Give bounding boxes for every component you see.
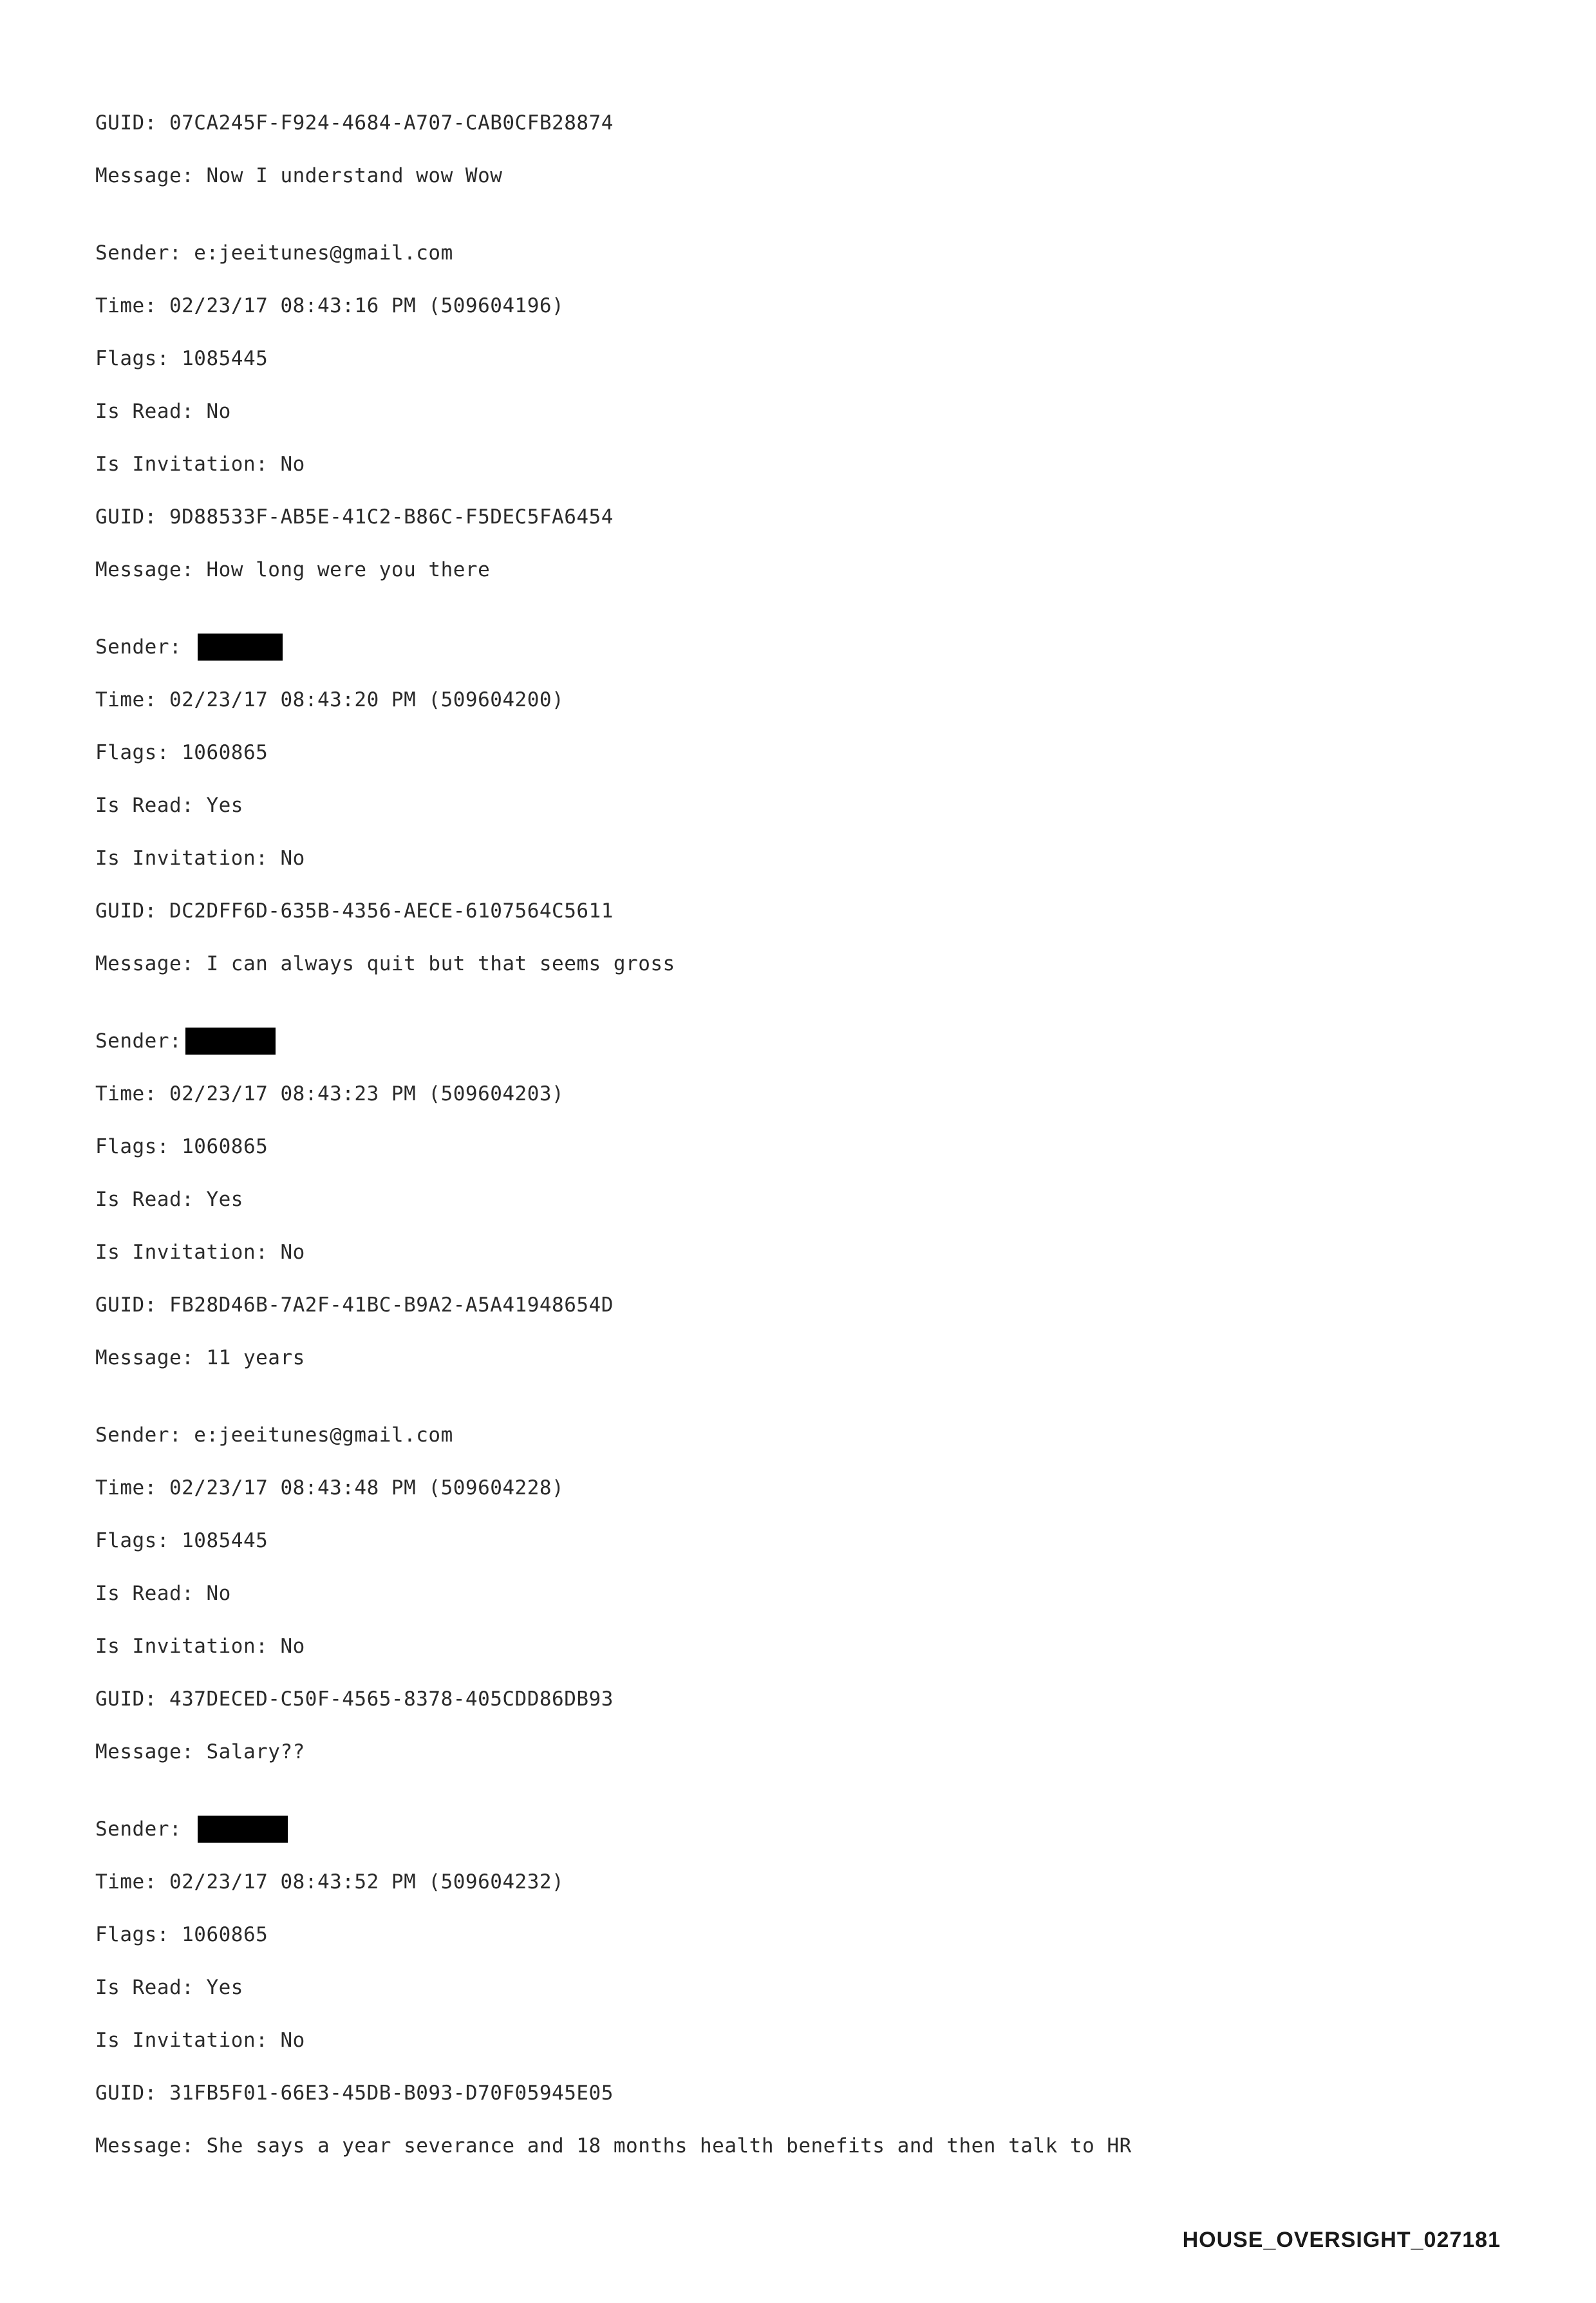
redaction-bar [198, 1816, 288, 1843]
metadata-line: GUID: 9D88533F-AB5E-41C2-B86C-F5DEC5FA6454 [95, 505, 614, 529]
metadata-line: Is Read: Yes [95, 1976, 243, 1999]
sender-line [95, 621, 1512, 673]
message-block [95, 97, 1512, 202]
metadata-line: Time: 02/23/17 08:43:23 PM (509604203) [95, 1082, 565, 1105]
bates-stamp: HOUSE_OVERSIGHT_027181 [1182, 2228, 1501, 2252]
sender-label: Sender: [95, 1029, 182, 1053]
sender-line [95, 1015, 1512, 1067]
message-block [95, 1803, 1512, 2172]
metadata-line: Flags: 1085445 [95, 1529, 268, 1552]
sender-label: Sender: e:jeeitunes@gmail.com [95, 1424, 453, 1447]
metadata-line: Flags: 1060865 [95, 1135, 268, 1158]
sender-line [95, 1409, 1512, 1462]
metadata-line: Is Read: Yes [95, 1188, 243, 1211]
metadata-line: GUID: 07CA245F-F924-4684-A707-CAB0CFB28874 [95, 111, 614, 135]
metadata-line: Flags: 1085445 [95, 347, 268, 370]
sender-label: Sender: [95, 1818, 194, 1841]
metadata-line: Flags: 1060865 [95, 741, 268, 764]
message-block [95, 227, 1512, 596]
metadata-line: Is Invitation: No [95, 1241, 305, 1264]
message-text-line: Message: Now I understand wow Wow [95, 164, 503, 187]
message-log [95, 97, 1512, 2197]
metadata-line: GUID: FB28D46B-7A2F-41BC-B9A2-A5A41948654D [95, 1293, 614, 1317]
metadata-line: Time: 02/23/17 08:43:16 PM (509604196) [95, 294, 565, 317]
sender-line [95, 227, 1512, 279]
metadata-line: Is Read: No [95, 1582, 231, 1605]
metadata-line: GUID: 31FB5F01-66E3-45DB-B093-D70F05945E05 [95, 2082, 614, 2105]
message-block [95, 621, 1512, 990]
message-block [95, 1409, 1512, 1778]
metadata-line: GUID: 437DECED-C50F-4565-8378-405CDD86DB93 [95, 1687, 614, 1711]
message-block [95, 1015, 1512, 1384]
sender-line [95, 1803, 1512, 1856]
metadata-line: Time: 02/23/17 08:43:20 PM (509604200) [95, 688, 565, 711]
metadata-line: Is Invitation: No [95, 453, 305, 476]
sender-label: Sender: e:jeeitunes@gmail.com [95, 241, 453, 265]
metadata-line: Is Invitation: No [95, 1635, 305, 1658]
message-text-line: Message: I can always quit but that seems gross [95, 952, 675, 975]
message-text-line: Message: How long were you there [95, 558, 491, 581]
metadata-line: GUID: DC2DFF6D-635B-4356-AECE-6107564C5611 [95, 899, 614, 923]
redaction-bar [185, 1028, 276, 1055]
metadata-line: Time: 02/23/17 08:43:48 PM (509604228) [95, 1476, 565, 1499]
sender-label: Sender: [95, 635, 194, 659]
metadata-line: Is Read: No [95, 400, 231, 423]
message-text-line: Message: She says a year severance and 18 months health benefits and then talk to HR [95, 2134, 1132, 2157]
metadata-line: Is Read: Yes [95, 794, 243, 817]
metadata-line: Time: 02/23/17 08:43:52 PM (509604232) [95, 1870, 565, 1894]
redaction-bar [198, 634, 283, 661]
message-text-line: Message: Salary?? [95, 1740, 305, 1763]
metadata-line: Is Invitation: No [95, 847, 305, 870]
message-text-line: Message: 11 years [95, 1346, 305, 1369]
metadata-line: Is Invitation: No [95, 2029, 305, 2052]
metadata-line: Flags: 1060865 [95, 1923, 268, 1946]
